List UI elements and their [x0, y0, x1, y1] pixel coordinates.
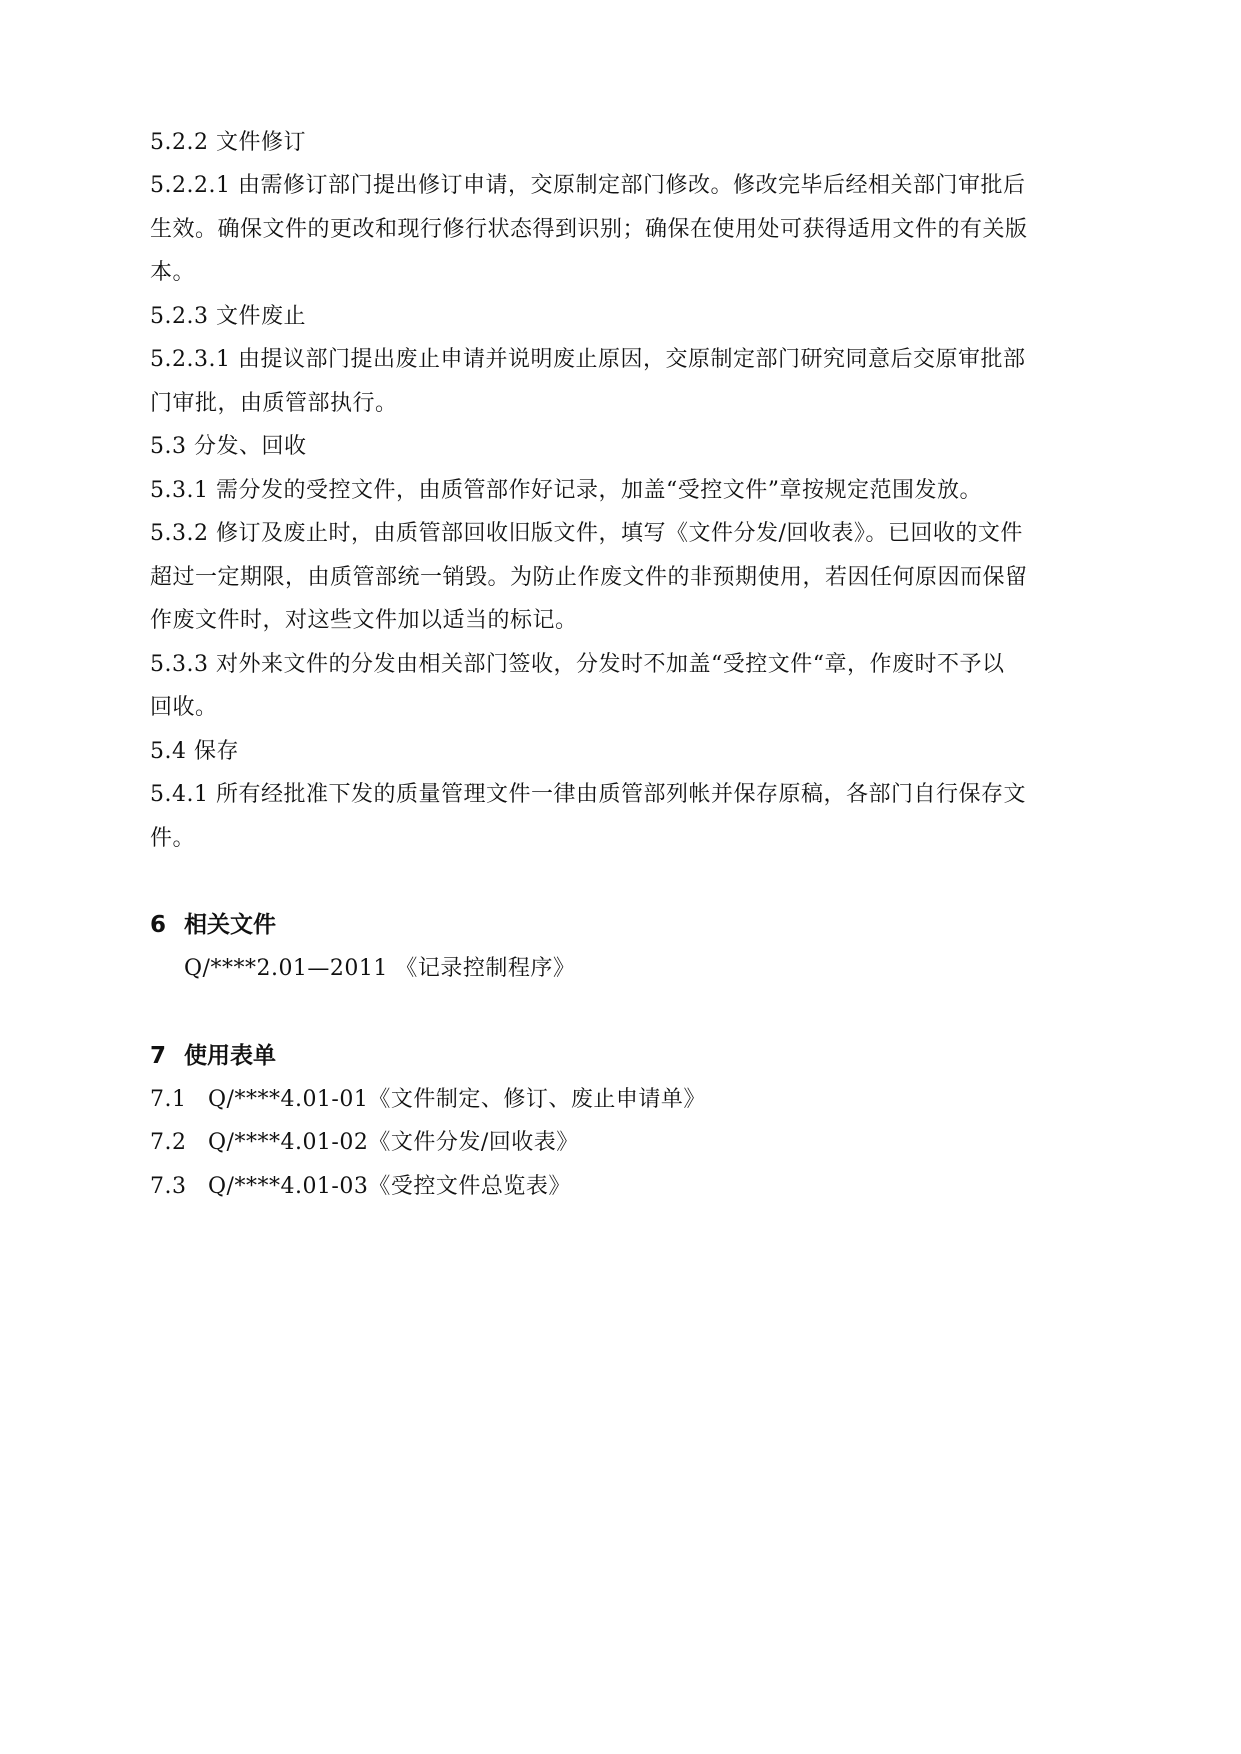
- section-6-heading: [150, 910, 276, 940]
- section-7-title: 使用表单: [184, 1043, 276, 1069]
- section-7-number: 7: [150, 1043, 167, 1069]
- clause-5-2-3-1-line-1: 5.2.3.1 由提议部门提出废止申请并说明废止原因，交原制定部门研究同意后交原审批部: [150, 347, 1026, 372]
- clause-5-3-heading: 5.3 分发、回收: [150, 434, 307, 459]
- related-document-reference: Q/****2.01—2011 《记录控制程序》: [184, 956, 576, 981]
- form-item-text: Q/****4.01-03《受控文件总览表》: [208, 1174, 571, 1199]
- clause-5-2-2-1-line-2: 生效。确保文件的更改和现行修行状态得到识别；确保在使用处可获得适用文件的有关版: [150, 217, 1028, 242]
- clause-5-4-1-line-1: 5.4.1 所有经批准下发的质量管理文件一律由质管部列帐并保存原稿，各部门自行保存文: [150, 782, 1026, 807]
- form-item-text: Q/****4.01-02《文件分发/回收表》: [208, 1130, 579, 1155]
- clause-5-2-2-heading: 5.2.2 文件修订: [150, 130, 306, 155]
- form-item: [150, 1128, 1110, 1158]
- section-7-heading: [150, 1041, 276, 1071]
- form-item: [150, 1085, 1110, 1115]
- clause-5-2-2-1-line-3: 本。: [150, 260, 196, 285]
- form-item-number: 7.3: [150, 1174, 187, 1199]
- form-item-number: 7.2: [150, 1130, 187, 1155]
- form-item-number: 7.1: [150, 1087, 187, 1112]
- clause-5-2-2-1-line-1: 5.2.2.1 由需修订部门提出修订申请，交原制定部门修改。修改完毕后经相关部门审批后: [150, 173, 1026, 198]
- section-6-number: 6: [150, 912, 167, 938]
- clause-5-3-1-line-1: 5.3.1 需分发的受控文件，由质管部作好记录，加盖“受控文件”章按规定范围发放。: [150, 478, 982, 503]
- clause-5-3-2-line-1: 5.3.2 修订及废止时，由质管部回收旧版文件，填写《文件分发/回收表》。已回收的文件: [150, 521, 1023, 546]
- clause-5-4-heading: 5.4 保存: [150, 739, 239, 764]
- form-item-text: Q/****4.01-01《文件制定、修订、废止申请单》: [208, 1087, 706, 1112]
- clause-5-4-1-line-2: 件。: [150, 826, 196, 851]
- clause-5-3-2-line-2: 超过一定期限，由质管部统一销毁。为防止作废文件的非预期使用，若因任何原因而保留: [150, 565, 1028, 590]
- clause-5-3-2-line-3: 作废文件时，对这些文件加以适当的标记。: [150, 608, 578, 633]
- clause-5-2-3-heading: 5.2.3 文件废止: [150, 304, 306, 329]
- form-item: [150, 1172, 1110, 1202]
- clause-5-3-3-line-1: 5.3.3 对外来文件的分发由相关部门签收，分发时不加盖“受控文件“章，作废时不予以: [150, 652, 1005, 677]
- section-6-title: 相关文件: [184, 912, 276, 938]
- clause-5-2-3-1-line-2: 门审批，由质管部执行。: [150, 391, 398, 416]
- clause-5-3-3-line-2: 回收。: [150, 695, 218, 720]
